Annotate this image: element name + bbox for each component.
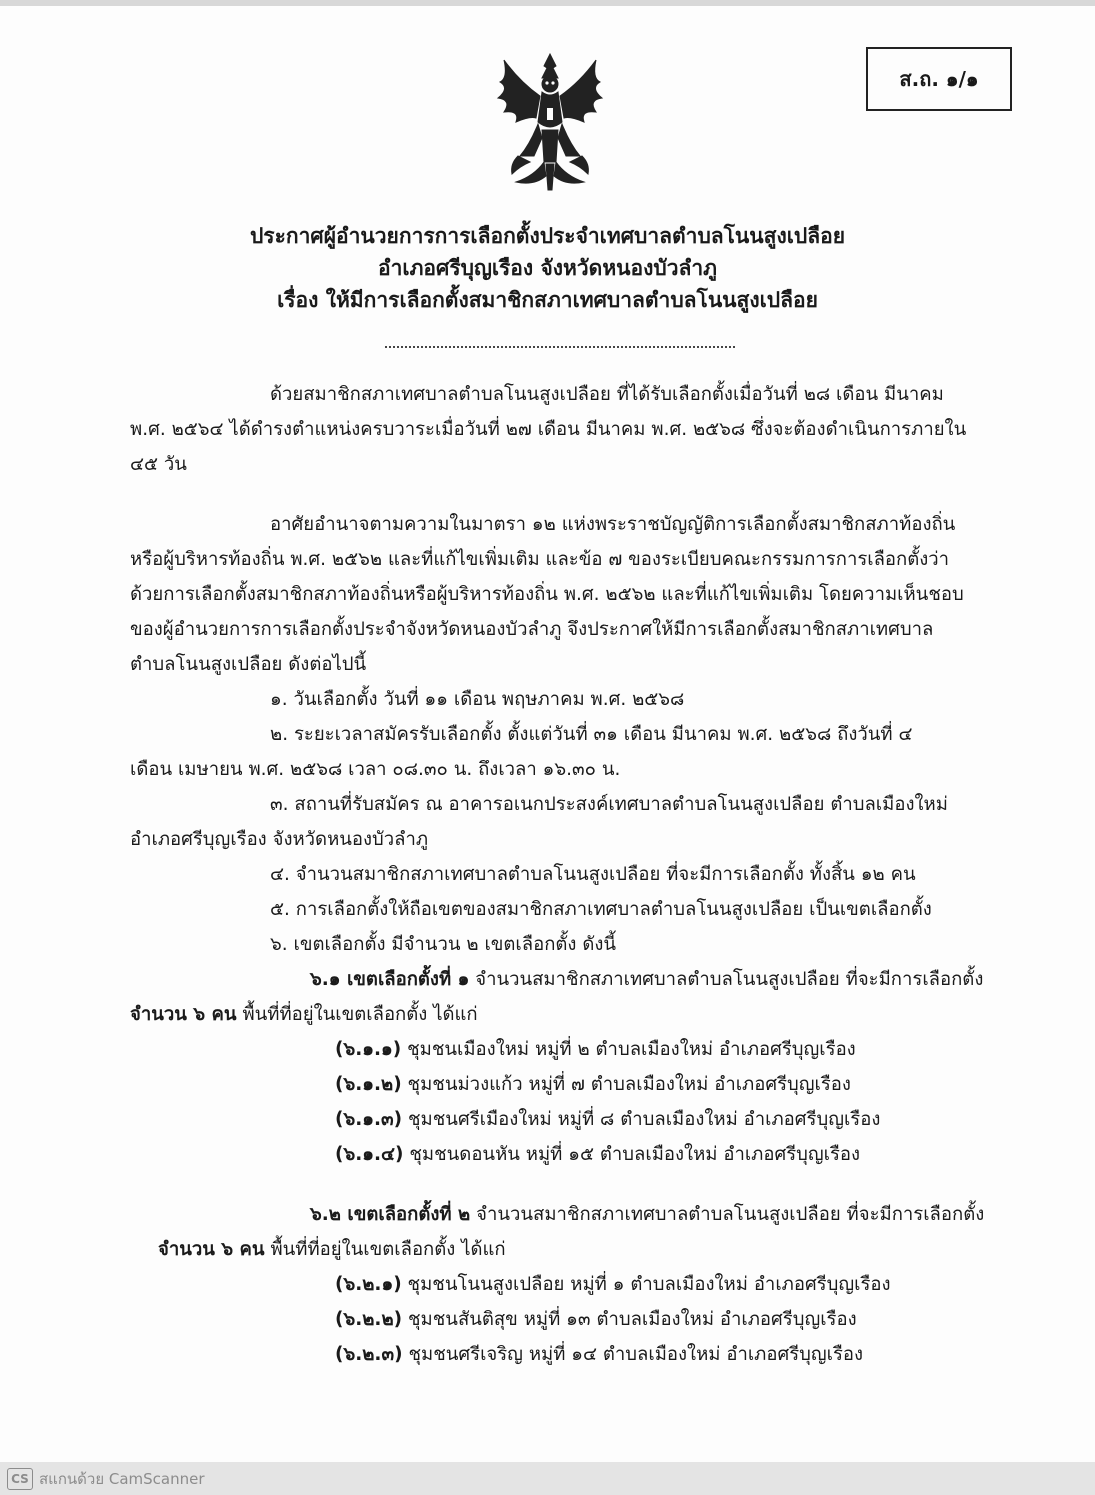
item-text: ชุมชนดอนหัน หมู่ที่ ๑๕ ตำบลเมืองใหม่ อำเภอศรีบุญเรือง xyxy=(403,1144,861,1165)
zone-1-item xyxy=(335,1105,880,1135)
zone-2-text: จำนวนสมาชิกสภาเทศบาลตำบลโนนสูงเปลือย ที่จะมีการเลือกตั้ง xyxy=(470,1204,985,1225)
camscanner-footer xyxy=(0,1462,1095,1495)
numbered-item: ๒. ระยะเวลาสมัครรับเลือกตั้ง ตั้งแต่วันที่ ๓๑ เดือน มีนาคม พ.ศ. ๒๕๖๘ ถึงวันที่ ๔ xyxy=(270,724,913,745)
numbered-item: ๔. จำนวนสมาชิกสภาเทศบาลตำบลโนนสูงเปลือย ที่จะมีการเลือกตั้ง ทั้งสิ้น ๑๒ คน xyxy=(270,864,916,885)
zone-1-heading xyxy=(310,965,983,995)
item-number: (๖.๒.๓) xyxy=(335,1344,403,1365)
item-number: (๖.๑.๓) xyxy=(335,1109,403,1130)
item-text: ชุมชนเมืองใหม่ หมู่ที่ ๒ ตำบลเมืองใหม่ อำเภอศรีบุญเรือง xyxy=(401,1039,856,1060)
title-line-3: เรื่อง ให้มีการเลือกตั้งสมาชิกสภาเทศบาลตำบลโนนสูงเปลือย xyxy=(277,288,818,312)
zone-1-item xyxy=(335,1070,851,1100)
paragraph-line: พ.ศ. ๒๕๖๔ ได้ดำรงตำแหน่งครบวาระเมื่อวันที่ ๒๗ เดือน มีนาคม พ.ศ. ๒๕๖๘ ซึ่งจะต้องดำเนินการภายใน xyxy=(130,419,967,440)
zone-2-item xyxy=(335,1340,863,1370)
zone-1-item xyxy=(335,1140,860,1170)
item-number: (๖.๑.๑) xyxy=(335,1039,402,1060)
zone-1-continuation xyxy=(130,1000,478,1030)
zone-2-item xyxy=(335,1270,891,1300)
paragraph-line: ของผู้อำนวยการการเลือกตั้งประจำจังหวัดหนองบัวลำภู จึงประกาศให้มีการเลือกตั้งสมาชิกสภาเทศบาล xyxy=(130,619,934,640)
numbered-item: ๑. วันเลือกตั้ง วันที่ ๑๑ เดือน พฤษภาคม พ.ศ. ๒๕๖๘ xyxy=(270,689,685,710)
zone-1-text: จำนวนสมาชิกสภาเทศบาลตำบลโนนสูงเปลือย ที่จะมีการเลือกตั้ง xyxy=(469,969,984,990)
zone-2-area-text: พื้นที่ที่อยู่ในเขตเลือกตั้ง ได้แก่ xyxy=(264,1239,506,1260)
numbered-item: ๖. เขตเลือกตั้ง มีจำนวน ๒ เขตเลือกตั้ง ดังนี้ xyxy=(270,934,617,955)
paragraph-line: อาศัยอำนาจตามความในมาตรา ๑๒ แห่งพระราชบัญญัติการเลือกตั้งสมาชิกสภาท้องถิ่น xyxy=(270,514,956,535)
zone-1-item xyxy=(335,1035,856,1065)
zone-2-label: ๖.๒ เขตเลือกตั้งที่ ๒ xyxy=(310,1204,471,1225)
paragraph-line: ด้วยการเลือกตั้งสมาชิกสภาท้องถิ่นหรือผู้บริหารท้องถิ่น พ.ศ. ๒๕๖๒ และที่แก้ไขเพิ่มเติม โดยความเห็นชอบ xyxy=(130,584,964,605)
zone-1-area-text: พื้นที่ที่อยู่ในเขตเลือกตั้ง ได้แก่ xyxy=(236,1004,478,1025)
item-number: (๖.๑.๒) xyxy=(335,1074,402,1095)
zone-2-heading xyxy=(310,1200,984,1230)
item-number: (๖.๒.๑) xyxy=(335,1274,402,1295)
document-code-box: ส.ถ. ๑/๑ xyxy=(866,47,1012,111)
camscanner-watermark-text: สแกนด้วย CamScanner xyxy=(39,1469,205,1488)
item-text: ชุมชนศรีเจริญ หมู่ที่ ๑๔ ตำบลเมืองใหม่ อำเภอศรีบุญเรือง xyxy=(402,1344,864,1365)
zone-2-count: จำนวน ๖ คน xyxy=(158,1239,265,1260)
paragraph-line: เดือน เมษายน พ.ศ. ๒๕๖๘ เวลา ๐๘.๓๐ น. ถึงเวลา ๑๖.๓๐ น. xyxy=(130,759,621,780)
numbered-item: ๓. สถานที่รับสมัคร ณ อาคารอเนกประสงค์เทศบาลตำบลโนนสูงเปลือย ตำบลเมืองใหม่ xyxy=(270,794,948,815)
item-text: ชุมชนสันติสุข หมู่ที่ ๑๓ ตำบลเมืองใหม่ อำเภอศรีบุญเรือง xyxy=(402,1309,857,1330)
paragraph-line: หรือผู้บริหารท้องถิ่น พ.ศ. ๒๕๖๒ และที่แก้ไขเพิ่มเติม และข้อ ๗ ของระเบียบคณะกรรมการการเลือกตั้งว่า xyxy=(130,549,950,570)
item-text: ชุมชนโนนสูงเปลือย หมู่ที่ ๑ ตำบลเมืองใหม่ อำเภอศรีบุญเรือง xyxy=(401,1274,891,1295)
zone-2-continuation xyxy=(158,1235,506,1265)
garuda-emblem xyxy=(490,52,610,192)
camscanner-logo-icon: CS xyxy=(7,1468,33,1490)
paragraph-line: ตำบลโนนสูงเปลือย ดังต่อไปนี้ xyxy=(130,654,367,675)
item-text: ชุมชนม่วงแก้ว หมู่ที่ ๗ ตำบลเมืองใหม่ อำเภอศรีบุญเรือง xyxy=(401,1074,851,1095)
numbered-item: ๕. การเลือกตั้งให้ถือเขตของสมาชิกสภาเทศบาลตำบลโนนสูงเปลือย เป็นเขตเลือกตั้ง xyxy=(270,899,932,920)
scan-edge xyxy=(0,0,1095,6)
title-line-2: อำเภอศรีบุญเรือง จังหวัดหนองบัวลำภู xyxy=(377,256,718,280)
zone-2-item xyxy=(335,1305,857,1335)
paragraph-line: ๔๕ วัน xyxy=(130,454,187,475)
item-number: (๖.๒.๒) xyxy=(335,1309,403,1330)
zone-1-count: จำนวน ๖ คน xyxy=(130,1004,237,1025)
title-line-1: ประกาศผู้อำนวยการการเลือกตั้งประจำเทศบาลตำบลโนนสูงเปลือย xyxy=(249,224,846,248)
zone-1-label: ๖.๑ เขตเลือกตั้งที่ ๑ xyxy=(310,969,470,990)
paragraph-line: ด้วยสมาชิกสภาเทศบาลตำบลโนนสูงเปลือย ที่ได้รับเลือกตั้งเมื่อวันที่ ๒๘ เดือน มีนาคม xyxy=(270,384,944,405)
item-text: ชุมชนศรีเมืองใหม่ หมู่ที่ ๘ ตำบลเมืองใหม่ อำเภอศรีบุญเรือง xyxy=(402,1109,881,1130)
item-number: (๖.๑.๔) xyxy=(335,1144,404,1165)
paragraph-line: อำเภอศรีบุญเรือง จังหวัดหนองบัวลำภู xyxy=(130,829,429,850)
title-separator xyxy=(385,346,735,348)
